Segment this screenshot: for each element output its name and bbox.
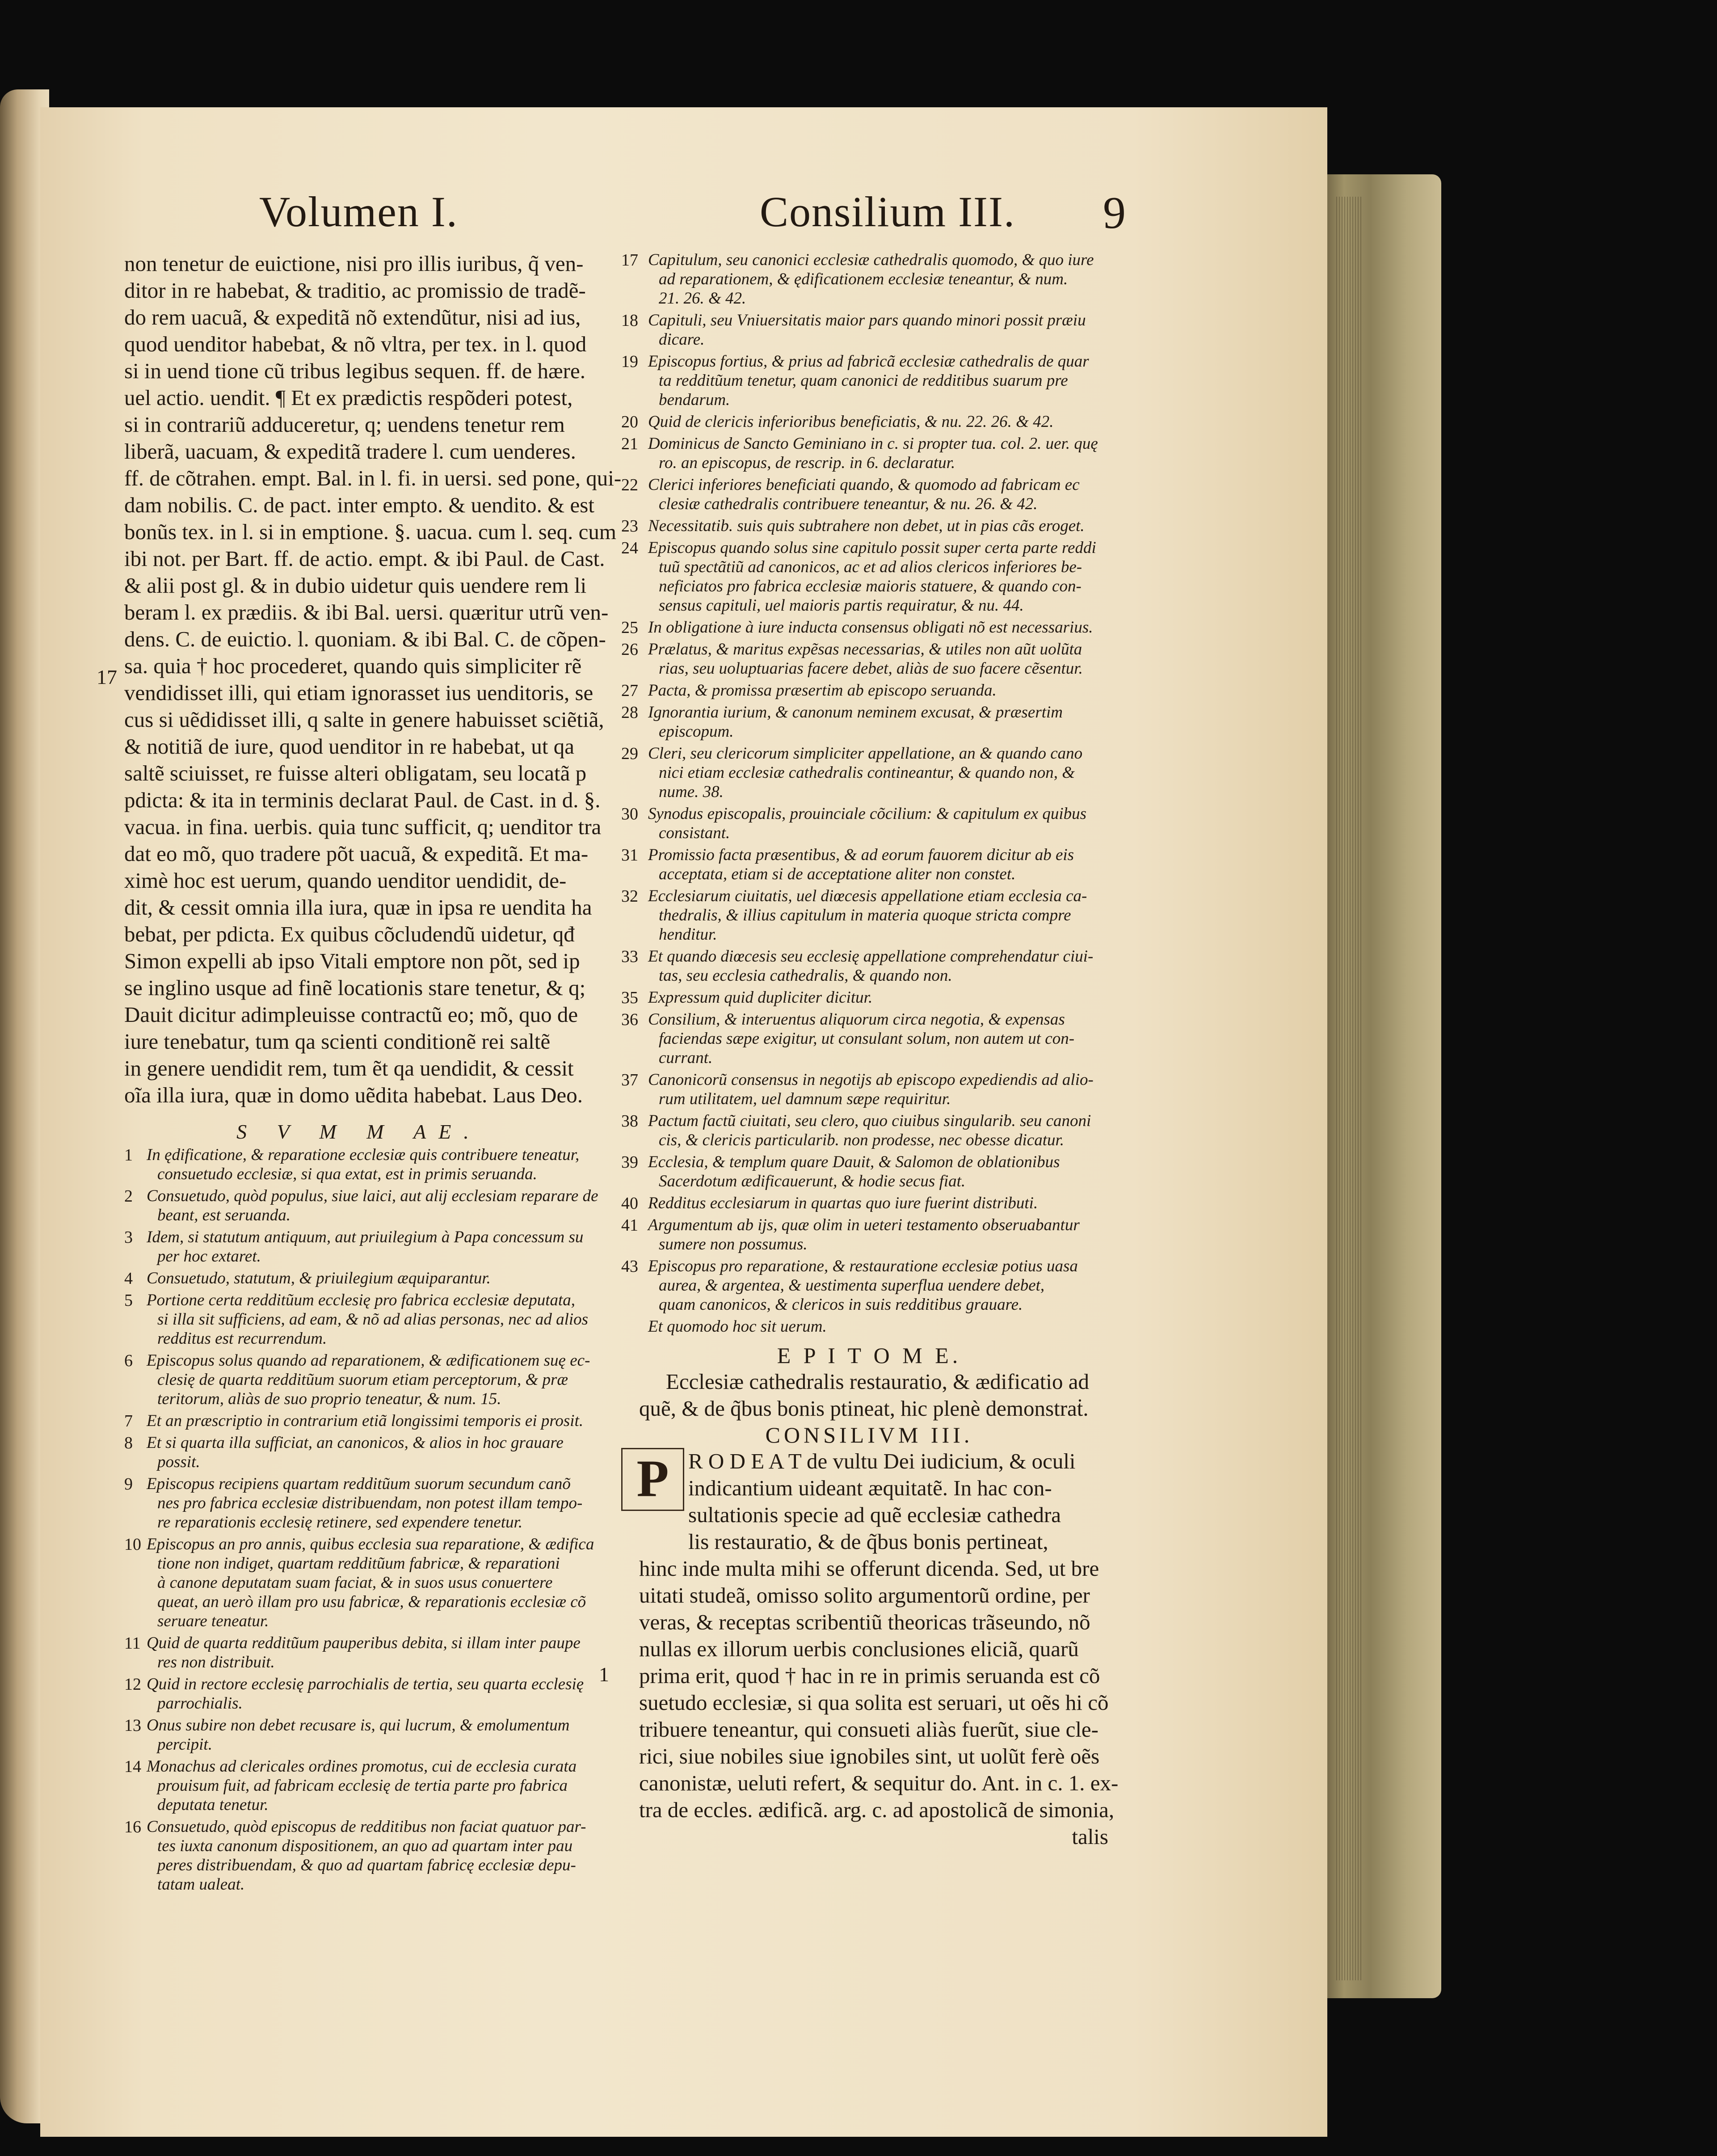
entry-number: 40	[621, 1194, 638, 1213]
entry-line: rum utilitatem, uel damnum sæpe requiritur.	[659, 1090, 951, 1108]
summary-entry	[621, 1111, 1117, 1150]
summary-entry	[621, 681, 1117, 700]
text-line: se inglino usque ad finẽ locationis stare tenetur, & q;	[124, 975, 586, 1000]
text-line: si in uend tione cũ tribus legibus sequen. ff. de hære.	[124, 359, 585, 383]
entry-number: 19	[621, 352, 638, 371]
entry-line: Episcopus fortius, & prius ad fabricã ecclesiæ cathedralis de quar	[648, 352, 1089, 371]
entry-number: 21	[621, 435, 638, 453]
entry-line: Necessitatib. suis quis subtrahere non debet, ut in pias cãs eroget.	[648, 517, 1085, 535]
left-column	[97, 250, 622, 1897]
text-line: uel actio. uendit. ¶ Et ex prædictis respõderi potest,	[124, 385, 573, 410]
margin-number: 1	[599, 1663, 609, 1686]
text-line: beram l. ex prædiis. & ibi Bal. uersi. quæritur utrũ ven-	[124, 600, 609, 624]
entry-line: redditus est recurrendum.	[157, 1329, 327, 1348]
entry-line: Clerici inferiores beneficiati quando, & quomodo ad fabricam ec	[648, 476, 1080, 494]
entry-number: 41	[621, 1216, 638, 1235]
summary-entry	[621, 886, 1117, 944]
text-line: veras, & receptas scribentiũ theoricas trãseundo, nõ	[639, 1610, 1090, 1634]
summary-entry	[621, 1152, 1117, 1191]
entry-line: henditur.	[659, 925, 717, 944]
entry-line: sumere non possumus.	[659, 1235, 808, 1253]
summary-entry	[621, 618, 1117, 637]
entry-line: Argumentum ab ijs, quæ olim in ueteri testamento obseruabantur	[648, 1216, 1080, 1234]
text-line: Dauit dicitur adimpleuisse contractũ eo; mõ, quo de	[124, 1002, 578, 1027]
summary-entry	[621, 947, 1117, 985]
entry-line: beant, est seruanda.	[157, 1206, 291, 1224]
entry-line: nume. 38.	[659, 783, 724, 801]
entry-line: episcopum.	[659, 722, 734, 741]
entry-line: Redditus ecclesiarum in quartas quo iure fuerint distributi.	[648, 1194, 1038, 1212]
consilium-body	[599, 1448, 1119, 1850]
text-line: sultationis specie ad quẽ ecclesiæ cathedra	[688, 1502, 1061, 1527]
text-line: R O D E A T de vultu Dei iudicium, & oculi	[688, 1449, 1076, 1473]
entry-line: Et an præscriptio in contrarium etiã longissimi temporis ei prosit.	[147, 1412, 584, 1430]
entry-line: consistant.	[659, 824, 730, 842]
entry-line: tatam ualeat.	[157, 1875, 245, 1894]
entry-line: thedralis, & illius capitulum in materia quoque stricta compre	[659, 906, 1071, 924]
summary-entry	[621, 1070, 1117, 1109]
text-line: prima erit, quod † hac in re in primis seruanda est cõ	[639, 1663, 1100, 1688]
text-line: saltẽ sciuisset, re fuisse alteri obligatam, seu locatã p	[124, 761, 587, 785]
entry-line: Canonicorũ consensus in negotijs ab episcopo expediendis ad alio-	[648, 1071, 1094, 1089]
text-line: ff. de cõtrahen. empt. Bal. in l. fi. in uersi. sed pone, qui-	[124, 466, 622, 490]
text-line: in genere uendidit rem, tum ẽt qa uendidit, & cessit	[124, 1056, 574, 1080]
decorated-initial: P	[621, 1448, 684, 1511]
entry-line: re reparationis ecclesię retinere, sed expendere tenetur.	[157, 1513, 523, 1532]
summary-entry	[124, 1186, 598, 1225]
summary-entry	[124, 1411, 593, 1430]
entry-line: Ecclesia, & templum quare Dauit, & Salomon de oblationibus	[648, 1153, 1060, 1171]
entry-line: Et quomodo hoc sit uerum.	[648, 1317, 827, 1336]
text-line: iure tenebatur, tum qa scienti conditionẽ rei saltẽ	[124, 1029, 551, 1054]
entry-line: tione non indiget, quartam redditũum fabricæ, & reparationi	[157, 1554, 560, 1573]
entry-line: 21. 26. & 42.	[659, 289, 746, 308]
summary-entry	[124, 1716, 593, 1754]
entry-line: In obligatione à iure inducta consensus obligati nõ est necessarius.	[648, 618, 1093, 637]
entry-line: possit.	[157, 1453, 200, 1471]
entry-number: 33	[621, 947, 638, 966]
summary-entry	[124, 1757, 593, 1814]
running-head-left: Volumen I.	[259, 188, 458, 236]
text-line: talis	[1072, 1824, 1108, 1849]
summary-entry	[124, 1228, 593, 1266]
entry-line: ta redditũum tenetur, quam canonici de redditibus suarum pre	[659, 371, 1068, 390]
summary-entry	[621, 845, 1117, 884]
entry-line: Expressum quid dupliciter dicitur.	[648, 988, 873, 1007]
summary-entry	[621, 1215, 1117, 1254]
text-line: lis restauratio, & de q̃bus bonis pertineat,	[688, 1529, 1048, 1554]
summary-entry	[621, 516, 1117, 536]
entry-line: Episcopus recipiens quartam redditũum suorum secundum canõ	[147, 1475, 571, 1493]
text-line: sa. quia † hoc procederet, quando quis simpliciter rẽ	[124, 654, 582, 678]
text-line: & notitiã de iure, quod uenditor in re habebat, ut qa	[124, 734, 574, 759]
entry-line: Capitulum, seu canonici ecclesiæ cathedralis quomodo, & quo iure	[648, 251, 1094, 269]
summary-entry	[621, 988, 1117, 1007]
running-head-right: Consilium III.	[760, 188, 1015, 236]
text-line: hinc inde multa mihi se offerunt dicenda. Sed, ut bre	[639, 1556, 1099, 1581]
entry-number: 24	[621, 539, 638, 557]
entry-number: 37	[621, 1071, 638, 1089]
text-line: dens. C. de euictio. l. quoniam. & ibi Bal. C. de cõpen-	[124, 627, 606, 651]
entry-line: tes iuxta canonum dispositionem, an quo ad quartam inter pau	[157, 1837, 573, 1855]
entry-line: Episcopus an pro annis, quibus ecclesia sua reparatione, & ædifica	[147, 1535, 594, 1553]
entry-line: Consuetudo, quòd episcopus de redditibus non faciat quatuor par-	[147, 1818, 586, 1836]
entry-line: Quid de quarta redditũum pauperibus debita, si illam inter paupe	[147, 1634, 581, 1652]
entry-line: Et si quarta illa sufficiat, an canonicos, & alios in hoc grauare	[147, 1434, 564, 1452]
text-line: uitati studeã, omisso solito argumentorũ ordine, per	[639, 1583, 1090, 1608]
entry-number: 8	[124, 1434, 133, 1452]
entry-line: Consuetudo, quòd populus, siue laici, aut alij ecclesiam reparare de	[147, 1187, 598, 1205]
text-line: si in contrariũ adduceretur, q; uendens tenetur rem	[124, 412, 565, 437]
entry-number: 32	[621, 887, 638, 906]
entry-line: Consilium, & interuentus aliquorum circa negotia, & expensas	[648, 1010, 1065, 1029]
entry-line: Prælatus, & maritus expẽsas necessarias, & utiles non aũt uolũta	[648, 640, 1082, 658]
entry-number: 28	[621, 703, 638, 722]
text-line: cus si uẽdidisset illi, q salte in genere habuisset sciẽtiã,	[124, 707, 604, 732]
summary-entry	[124, 1433, 593, 1472]
text-line: tribuere teneantur, qui consueti aliàs fuerũt, siue cle-	[639, 1717, 1098, 1742]
entry-line: faciendas sæpe exigitur, ut consulant solum, non autem ut con-	[659, 1029, 1075, 1048]
entry-line: res non distribuit.	[157, 1653, 275, 1671]
entry-number: 7	[124, 1412, 133, 1430]
text-line: & alii post gl. & in dubio uidetur quis uendere rem li	[124, 573, 587, 598]
text-line: ximè hoc est uerum, quando uenditor uendidit, de-	[124, 868, 567, 893]
entry-line: teritorum, aliàs de suo proprio teneatur, & num. 15.	[157, 1390, 501, 1408]
summary-entry	[621, 1194, 1117, 1213]
entry-line: Episcopus pro reparatione, & restauratione ecclesiæ potius uasa	[648, 1257, 1078, 1275]
entry-line: Portione certa redditũum ecclesię pro fabrica ecclesiæ deputata,	[147, 1291, 576, 1309]
summary-entry	[621, 703, 1117, 741]
book-page-stack	[1336, 197, 1363, 1980]
summary-entry	[621, 804, 1117, 843]
entry-number: 9	[124, 1475, 133, 1494]
text-line: quod uenditor habebat, & nõ vltra, per tex. in l. quod	[124, 332, 587, 356]
entry-number: 18	[621, 311, 638, 330]
entry-number: 16	[124, 1818, 141, 1836]
entry-line: Episcopus quando solus sine capitulo possit super certa parte reddi	[648, 539, 1096, 557]
text-line: Simon expelli ab ipso Vitali emptore non põt, sed ip	[124, 949, 580, 973]
margin-number: 17	[97, 666, 117, 688]
entry-line: Ecclesiarum ciuitatis, uel diœcesis appellatione etiam ecclesia ca-	[648, 887, 1087, 905]
summary-entry	[124, 1535, 593, 1631]
entry-line: neficiatos pro fabrica ecclesiæ maioris statuere, & quando con-	[659, 577, 1082, 595]
summary-entry	[621, 412, 1117, 431]
entry-line: si illa sit sufficiens, ad eam, & nõ ad alias personas, nec ad alios	[157, 1310, 589, 1329]
entry-line: consuetudo ecclesiæ, si qua extat, est in primis seruanda.	[157, 1165, 537, 1183]
entry-number: 12	[124, 1675, 141, 1694]
entry-line: percipit.	[157, 1735, 212, 1754]
entry-line: Dominicus de Sancto Geminiano in c. si propter tua. col. 2. uer. quę	[648, 435, 1098, 453]
entry-line: Et quando diœcesis seu ecclesię appellatione comprehendatur ciui-	[648, 947, 1094, 966]
epitome-line: quẽ, & de q̃bus bonis ptineat, hic plenè demonstraṫ.	[639, 1396, 1089, 1421]
text-line: pdicta: & ita in terminis declarat Paul. de Cast. in d. §.	[124, 788, 601, 812]
summary-entry	[124, 1474, 593, 1532]
entry-number: 17	[621, 251, 638, 270]
text-line: rici, siue nobiles siue ignobiles sint, ut uolũt ferè oẽs	[639, 1744, 1100, 1768]
entry-number: 38	[621, 1112, 638, 1131]
summary-entry	[124, 1351, 593, 1409]
entry-line: quam canonicos, & clericos in suis redditibus grauare.	[659, 1295, 1023, 1314]
entry-number: 13	[124, 1716, 141, 1735]
epitome-text	[621, 1368, 1117, 1422]
entry-line: ro. an episcopus, de rescrip. in 6. declaratur.	[659, 454, 955, 472]
summary-entry	[621, 475, 1117, 514]
entry-line: Pacta, & promissa præsertim ab episcopo seruanda.	[648, 681, 997, 700]
summary-entry	[124, 1633, 593, 1672]
entry-line: Sacerdotum ædificauerunt, & hodie secus fiat.	[659, 1172, 966, 1190]
entry-line: Idem, si statutum antiquum, aut priuilegium à Papa concessum su	[147, 1228, 584, 1246]
entry-number: 1	[124, 1146, 133, 1164]
entry-number: 43	[621, 1257, 638, 1276]
entry-number: 5	[124, 1291, 133, 1310]
entry-number: 4	[124, 1269, 133, 1288]
summary-entry	[124, 1817, 593, 1894]
text-line: canonistæ, ueluti refert, & sequitur do. Ant. in c. 1. ex-	[639, 1771, 1119, 1795]
entry-line: Cleri, seu clericorum simpliciter appellatione, an & quando cano	[648, 744, 1083, 763]
entry-number: 39	[621, 1153, 638, 1172]
entry-line: Monachus ad clericales ordines promotus, cui de ecclesia curata	[147, 1757, 577, 1776]
entry-line: clesię de quarta redditũum suorum etiam perceptorum, & præ	[157, 1371, 568, 1389]
text-line: non tenetur de euictione, nisi pro illis iuribus, q̃ ven-	[124, 251, 584, 276]
summary-entry	[621, 640, 1117, 678]
entry-number: 35	[621, 988, 638, 1007]
left-body-text	[124, 250, 622, 1109]
entry-line: dicare.	[659, 330, 705, 349]
text-line: ibi not. per Bart. ff. de actio. empt. & ibi Paul. de Cast.	[124, 546, 605, 571]
entry-number: 29	[621, 744, 638, 763]
entry-line: Capituli, seu Vniuersitatis maior pars quando minori possit præiu	[648, 311, 1086, 329]
summary-entry	[621, 1257, 1117, 1314]
right-column	[599, 250, 1119, 1850]
entry-line: parrochialis.	[157, 1694, 243, 1713]
entry-number: 36	[621, 1010, 638, 1029]
text-line: dam nobilis. C. de pact. inter empto. & uendito. & est	[124, 493, 594, 517]
entry-number: 25	[621, 618, 638, 637]
entry-number: 30	[621, 805, 638, 823]
entry-line: nes pro fabrica ecclesiæ distribuendam, non potest illam tempo-	[157, 1494, 583, 1512]
entry-number: 31	[621, 846, 638, 865]
summae-heading: S V M M AE.	[236, 1120, 481, 1143]
entry-line: Promissio facta præsentibus, & ad eorum fauorem dicitur ab eis	[648, 846, 1074, 864]
entry-line: tuũ spectãtiũ ad canonicos, ac et ad alios clericos inferiores be-	[659, 558, 1082, 576]
entry-line: aurea, & argentea, & uestimenta superflua uendere debet,	[659, 1276, 1045, 1295]
summary-entry	[621, 744, 1117, 802]
entry-line: queat, an uerò illam pro usu fabricæ, & reparationis ecclesiæ cõ	[157, 1593, 586, 1611]
entry-line: nici etiam ecclesiæ cathedralis contineantur, & quando non, &	[659, 764, 1075, 782]
text-line: nullas ex illorum uerbis conclusiones eliciã, quarũ	[639, 1637, 1079, 1661]
entry-line: rias, seu uoluptuarias facere debet, aliàs de suo facere cẽsentur.	[659, 659, 1083, 678]
entry-line: clesiæ cathedralis contribuere teneantur, & nu. 26. & 42.	[659, 495, 1038, 513]
text-line: dit, & cessit omnia illa iura, quæ in ipsa re uendita ha	[124, 895, 592, 920]
entry-line: peres distribuendam, & quo ad quartam fabricę ecclesiæ depu-	[157, 1856, 576, 1874]
entry-line: cis, & clericis particularib. non prodesse, nec obesse dicatur.	[659, 1131, 1065, 1149]
summary-entry	[621, 250, 1117, 308]
summary-entry	[124, 1145, 593, 1184]
entry-number: 2	[124, 1187, 133, 1206]
entry-line: Consuetudo, statutum, & priuilegium æquiparantur.	[147, 1269, 491, 1287]
entry-line: acceptata, etiam si de acceptatione aliter non constet.	[659, 865, 1016, 883]
left-summae-list	[124, 1145, 598, 1894]
page-number: 9	[1103, 188, 1126, 238]
summary-entry	[621, 1010, 1117, 1067]
entry-line: bendarum.	[659, 391, 730, 409]
entry-line: à canone deputatam suam faciat, & in suos usus conuertere	[157, 1574, 553, 1592]
text-line: dat eo mõ, quo tradere põt uacuã, & expeditã. Et ma-	[124, 841, 589, 866]
entry-line: currant.	[659, 1049, 713, 1067]
summary-entry	[621, 434, 1117, 473]
text-line: do rem uacuã, & expeditã nõ extendũtur, nisi ad ius,	[124, 305, 581, 329]
text-line: ditor in re habebat, & traditio, ac promissio de tradẽ-	[124, 278, 586, 303]
entry-number: 11	[124, 1634, 141, 1653]
entry-line: Ignorantia iurium, & canonum neminem excusat, & præsertim	[648, 703, 1063, 721]
entry-number: 20	[621, 413, 638, 431]
entry-number: 22	[621, 476, 638, 494]
text-line: vacua. in fina. uerbis. quia tunc sufficit, q; uenditor tra	[124, 814, 602, 839]
text-line: vendidisset illi, qui etiam ignorasset ius uenditoris, se	[124, 680, 593, 705]
entry-number: 10	[124, 1535, 141, 1554]
entry-line: Quid in rectore ecclesię parrochialis de tertia, seu quarta ecclesię	[147, 1675, 584, 1693]
entry-number: 27	[621, 681, 638, 700]
entry-line: Onus subire non debet recusare is, qui lucrum, & emolumentum	[147, 1716, 570, 1734]
entry-number: 26	[621, 640, 638, 659]
text-line: bebat, per pdicta. Ex quibus cõcludendũ uidetur, qđ	[124, 922, 575, 946]
entry-line: tas, seu ecclesia cathedralis, & quando non.	[659, 966, 952, 985]
text-line: oĩa illa iura, quæ in domo uẽdita habebat. Laus Deo.	[124, 1083, 583, 1107]
consilium-heading: CONSILIVM III.	[765, 1422, 973, 1447]
entry-line: seruare teneatur.	[157, 1612, 269, 1630]
entry-number: 23	[621, 517, 638, 536]
entry-line: per hoc extaret.	[157, 1247, 261, 1266]
text-line: liberã, uacuam, & expeditã tradere l. cum uenderes.	[124, 439, 576, 464]
summary-entry	[124, 1675, 593, 1713]
text-line: indicantium uideant æquitatẽ. In hac con-	[688, 1476, 1052, 1500]
entry-number: 6	[124, 1351, 133, 1370]
consilium-text	[621, 1448, 1117, 1850]
summary-entry	[621, 311, 1117, 349]
entry-line: Quid de clericis inferioribus beneficiatis, & nu. 22. 26. & 42.	[648, 413, 1054, 431]
entry-number: 3	[124, 1228, 133, 1247]
summary-entry	[621, 352, 1117, 409]
right-summae-list	[621, 250, 1117, 1336]
summary-entry	[124, 1291, 593, 1348]
entry-line: Episcopus solus quando ad reparationem, & ædificationem suę ec-	[147, 1351, 590, 1370]
summary-entry	[621, 538, 1117, 615]
entry-line: In ędificatione, & reparatione ecclesiæ quis contribuere teneatur,	[147, 1146, 580, 1164]
epitome-heading: E P I T O M E.	[777, 1343, 962, 1368]
text-line: tra de eccles. ædificã. arg. c. ad apostolicã de simonia,	[639, 1797, 1115, 1822]
entry-number: 14	[124, 1757, 141, 1776]
epitome-line: Ecclesiæ cathedralis restauratio, & ædificatio ad	[666, 1369, 1089, 1394]
entry-line: Synodus episcopalis, prouinciale cõcilium: & capitulum ex quibus	[648, 805, 1087, 823]
entry-line: Pactum factũ ciuitati, seu clero, quo ciuibus singularib. seu canoni	[648, 1112, 1091, 1130]
summary-entry	[621, 1317, 1117, 1336]
entry-line: deputata tenetur.	[157, 1796, 269, 1814]
entry-line: ad reparationem, & ędificationem ecclesiæ teneantur, & num.	[659, 270, 1068, 288]
entry-line: sensus capituli, uel maioris partis requiratur, & nu. 44.	[659, 596, 1024, 615]
entry-line: prouisum fuit, ad fabricam ecclesię de tertia parte pro fabrica	[157, 1776, 568, 1795]
text-line: suetudo ecclesiæ, si qua solita est seruari, ut oẽs hi cõ	[639, 1690, 1109, 1715]
text-line: bonũs tex. in l. si in emptione. §. uacua. cum l. seq. cum	[124, 519, 616, 544]
summary-entry	[124, 1269, 593, 1288]
